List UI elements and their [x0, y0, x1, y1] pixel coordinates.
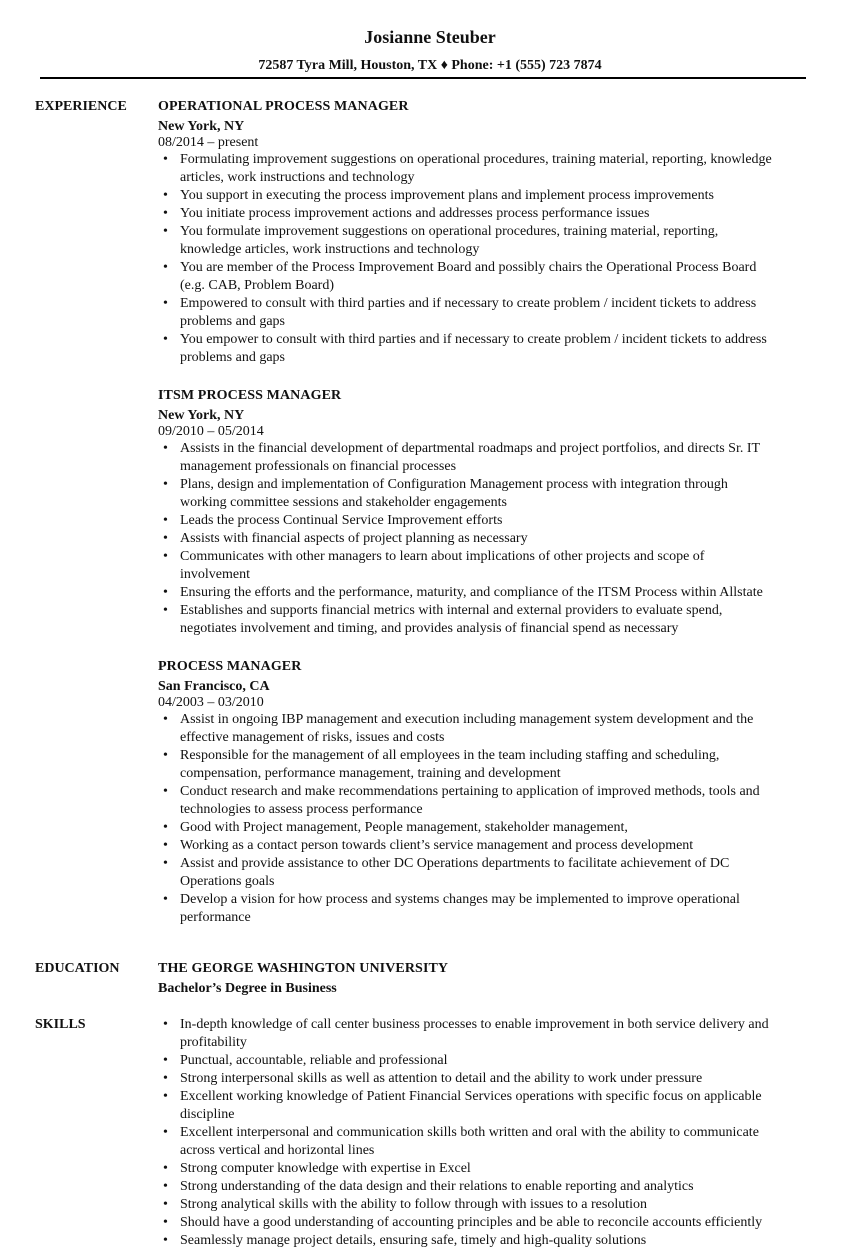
bullet-text-line: Empowered to consult with third parties and if necessary to create problem / incident tickets to address: [180, 296, 757, 311]
bullet-text-line: You initiate process improvement actions and addresses process performance issues: [180, 206, 650, 221]
bullet-text-line: Punctual, accountable, reliable and professional: [180, 1053, 448, 1068]
bullet-text-line: Should have a good understanding of accounting principles and be able to reconcile accounts efficiently: [180, 1215, 763, 1230]
bullet-item: [158, 331, 825, 367]
section-label-skills: SKILLS: [35, 1017, 86, 1032]
bullet-item: [158, 1016, 825, 1052]
bullet-text-line: In-depth knowledge of call center business processes to enable improvement in both service delivery and: [180, 1017, 769, 1032]
bullet-text-line: problems and gaps: [180, 314, 285, 329]
bullet-item: [158, 440, 825, 476]
bullet-text-line: negotiates involvement and timing, and provides analysis of financial spend as necessary: [180, 621, 679, 636]
bullet-text-line: Ensuring the efforts and the performance, maturity, and compliance of the ITSM Process within Allstate: [180, 585, 763, 600]
bullet-glyph: •: [163, 585, 168, 600]
bullet-item: [158, 548, 825, 584]
bullet-glyph: •: [163, 296, 168, 311]
contact-line: 72587 Tyra Mill, Houston, TX ♦ Phone: +1 (555) 723 7874: [258, 58, 602, 73]
bullet-text-line: Assists with financial aspects of project planning as necessary: [180, 531, 528, 546]
job-location: New York, NY: [158, 408, 245, 423]
bullet-glyph: •: [163, 224, 168, 239]
bullet-text-line: (e.g. CAB, Problem Board): [180, 278, 334, 293]
bullet-text-line: Leads the process Continual Service Improvement efforts: [180, 513, 503, 528]
job-entry: [158, 658, 825, 927]
bullet-text-line: Responsible for the management of all employees in the team including staffing and scheduling,: [180, 748, 720, 763]
bullet-item: [158, 783, 825, 819]
job-entry: [158, 98, 825, 367]
bullet-glyph: •: [163, 531, 168, 546]
bullet-item: [158, 602, 825, 638]
bullet-text-line: Develop a vision for how process and systems changes may be implemented to improve operational: [180, 892, 740, 907]
bullet-text-line: Conduct research and make recommendations pertaining to application of improved methods, tools and: [180, 784, 760, 799]
bullet-text-line: Working as a contact person towards client’s service management and process development: [180, 838, 694, 853]
bullet-item: [158, 855, 825, 891]
bullet-glyph: •: [163, 603, 168, 618]
bullet-item: [158, 747, 825, 783]
bullet-glyph: •: [163, 477, 168, 492]
bullet-text-line: Operations goals: [180, 874, 275, 889]
bullet-text-line: Excellent working knowledge of Patient Financial Services operations with specific focus on applicable: [180, 1089, 762, 1104]
job-entry: [158, 387, 825, 638]
bullet-glyph: •: [163, 1017, 168, 1032]
bullet-item: [158, 259, 825, 295]
bullet-glyph: •: [163, 712, 168, 727]
job-dates: 08/2014 – present: [158, 135, 259, 150]
bullet-text-line: Strong analytical skills with the ability to follow through with issues to a resolution: [180, 1197, 648, 1212]
candidate-name: Josianne Steuber: [364, 27, 496, 47]
bullet-item: [158, 1088, 825, 1124]
bullet-glyph: •: [163, 206, 168, 221]
bullet-text-line: articles, work instructions and technology: [180, 170, 415, 185]
bullet-text-line: working committee sessions and stakeholder engagements: [180, 495, 507, 510]
bullet-text-line: performance: [180, 910, 251, 925]
bullet-text-line: Assists in the financial development of departmental roadmaps and project portfolios, and directs Sr. IT: [180, 441, 761, 456]
bullet-text-line: You formulate improvement suggestions on operational procedures, training material, reporting,: [180, 224, 719, 239]
degree: Bachelor’s Degree in Business: [158, 981, 337, 996]
bullet-item: [158, 295, 825, 331]
education-section: [35, 960, 825, 998]
bullet-glyph: •: [163, 748, 168, 763]
bullet-item: [158, 530, 825, 548]
bullet-text-line: profitability: [180, 1035, 247, 1050]
section-label-education: EDUCATION: [35, 961, 120, 976]
bullet-text-line: Strong computer knowledge with expertise in Excel: [180, 1161, 471, 1176]
bullet-glyph: •: [163, 1071, 168, 1086]
job-title: OPERATIONAL PROCESS MANAGER: [158, 99, 409, 114]
bullet-item: [158, 1232, 825, 1250]
bullet-item: [158, 223, 825, 259]
skills-list: [158, 1016, 825, 1250]
bullet-item: [158, 1124, 825, 1160]
bullet-text-line: problems and gaps: [180, 350, 285, 365]
bullet-text-line: knowledge articles, work instructions and technology: [180, 242, 480, 257]
job-title: PROCESS MANAGER: [158, 659, 302, 674]
bullet-glyph: •: [163, 1053, 168, 1068]
bullet-text-line: compensation, performance management, training and development: [180, 766, 561, 781]
bullet-glyph: •: [163, 856, 168, 871]
bullet-text-line: You empower to consult with third parties and if necessary to create problem / incident tickets to address: [180, 332, 767, 347]
bullet-text-line: Formulating improvement suggestions on operational procedures, training material, reporting, knowledge: [180, 152, 772, 167]
bullet-text-line: Excellent interpersonal and communication skills both written and oral with the ability to communicate: [180, 1125, 759, 1140]
bullet-item: [158, 711, 825, 747]
bullet-text-line: Strong interpersonal skills as well as attention to detail and the ability to work under pressure: [180, 1071, 703, 1086]
bullet-glyph: •: [163, 820, 168, 835]
job-bullets: [158, 440, 825, 638]
job-title: ITSM PROCESS MANAGER: [158, 388, 342, 403]
bullet-glyph: •: [163, 441, 168, 456]
bullet-glyph: •: [163, 1215, 168, 1230]
job-bullets: [158, 151, 825, 367]
bullet-text-line: Seamlessly manage project details, ensuring safe, timely and high-quality solutions: [180, 1233, 647, 1248]
experience-section: [35, 98, 825, 927]
bullet-item: [158, 819, 825, 837]
job-bullets: [158, 711, 825, 927]
bullet-item: [158, 584, 825, 602]
bullet-item: [158, 187, 825, 205]
bullet-text-line: Assist and provide assistance to other DC Operations departments to facilitate achievement of DC: [180, 856, 730, 871]
bullet-item: [158, 151, 825, 187]
bullet-text-line: Communicates with other managers to learn about implications of other projects and scope of: [180, 549, 705, 564]
bullet-item: [158, 837, 825, 855]
bullet-item: [158, 1052, 825, 1070]
bullet-text-line: effective management of risks, issues and costs: [180, 730, 445, 745]
job-dates: 04/2003 – 03/2010: [158, 695, 264, 710]
section-label-experience: EXPERIENCE: [35, 99, 127, 114]
bullet-text-line: management professionals on financial processes: [180, 459, 457, 474]
job-dates: 09/2010 – 05/2014: [158, 424, 264, 439]
bullet-glyph: •: [163, 513, 168, 528]
bullet-glyph: •: [163, 152, 168, 167]
bullet-glyph: •: [163, 1197, 168, 1212]
experience-list: [158, 98, 825, 927]
bullet-text-line: across vertical and horizontal lines: [180, 1143, 375, 1158]
bullet-glyph: •: [163, 1161, 168, 1176]
bullet-item: [158, 1196, 825, 1214]
bullet-text-line: discipline: [180, 1107, 235, 1122]
bullet-item: [158, 205, 825, 223]
bullet-text-line: Plans, design and implementation of Configuration Management process with integration through: [180, 477, 728, 492]
bullet-item: [158, 476, 825, 512]
bullet-item: [158, 891, 825, 927]
skills-section: [35, 1016, 825, 1250]
bullet-glyph: •: [163, 838, 168, 853]
bullet-text-line: You are member of the Process Improvement Board and possibly chairs the Operational Process Board: [180, 260, 757, 275]
bullet-glyph: •: [163, 260, 168, 275]
bullet-glyph: •: [163, 892, 168, 907]
job-location: New York, NY: [158, 119, 245, 134]
job-location: San Francisco, CA: [158, 679, 270, 694]
bullet-glyph: •: [163, 188, 168, 203]
bullet-text-line: Good with Project management, People management, stakeholder management,: [180, 820, 628, 835]
bullet-glyph: •: [163, 332, 168, 347]
resume-header: [0, 0, 860, 75]
bullet-item: [158, 1160, 825, 1178]
school-name: THE GEORGE WASHINGTON UNIVERSITY: [158, 961, 449, 976]
bullet-text-line: You support in executing the process improvement plans and implement process improvements: [180, 188, 714, 203]
bullet-text-line: technologies to assess process performance: [180, 802, 423, 817]
bullet-item: [158, 1070, 825, 1088]
bullet-text-line: involvement: [180, 567, 250, 582]
bullet-glyph: •: [163, 1179, 168, 1194]
bullet-item: [158, 1214, 825, 1232]
bullet-item: [158, 1178, 825, 1196]
bullet-glyph: •: [163, 1125, 168, 1140]
bullet-item: [158, 512, 825, 530]
bullet-glyph: •: [163, 1233, 168, 1248]
header-divider: [40, 77, 806, 79]
bullet-glyph: •: [163, 784, 168, 799]
bullet-glyph: •: [163, 1089, 168, 1104]
bullet-text-line: Establishes and supports financial metrics with internal and external providers to evaluate spend,: [180, 603, 723, 618]
bullet-text-line: Strong understanding of the data design and their relations to enable reporting and analytics: [180, 1179, 694, 1194]
bullet-text-line: Assist in ongoing IBP management and execution including management system development and the: [180, 712, 754, 727]
bullet-glyph: •: [163, 549, 168, 564]
